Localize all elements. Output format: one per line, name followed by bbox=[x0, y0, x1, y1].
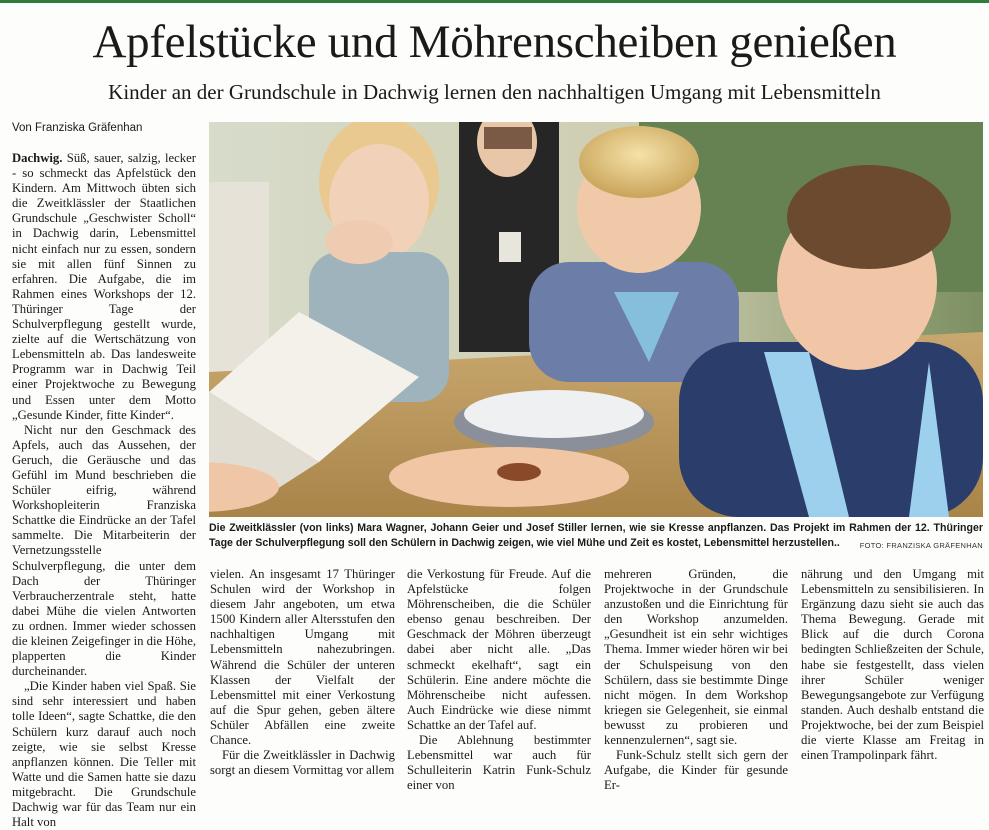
dateline: Dachwig. bbox=[12, 151, 63, 165]
article-photo bbox=[209, 122, 983, 517]
paragraph: „Die Kinder haben viel Spaß. Sie sind sehr interessiert und haben tolle Ideen“, sagte Schattke, die den Schülern kurz darauf auch noch zeigte, wie sie selbst Kresse anpflanzen können. Die Teller mit Watte und die Samen hatte sie dazu mitgebracht. Die Grundschule Dachwig war für das Team nur ein Halt von bbox=[12, 679, 196, 830]
top-rule bbox=[0, 0, 989, 3]
text-column-2 bbox=[210, 567, 395, 778]
paragraph: Für die Zweitklässler in Dachwig sorgt an diesem Vormittag vor allem bbox=[210, 748, 395, 778]
paragraph-text: Süß, sauer, salzig, lecker - so schmeckt das Apfelstück den Kindern. Am Mittwoch übten sich die Zweitklässler der Staatlichen Grundschule „Geschwister Scholl“ in Dachwig darin, Lebensmittel nicht einfach nur zu essen, sondern sie mit allen fünf Sinnen zu erfahren. Die Aufgabe, die im Rahmen eines Workshops der 12. Thüringer Tage der Schulverpflegung gestellt wurde, zielte auf die Wertschätzung von Lebensmitteln ab. Das landesweite Programm war in Dachwig Teil einer Projektwoche zu Bewegung und Essen unter dem Motto „Gesunde Kinder, fitte Kinder“. bbox=[12, 151, 196, 422]
paragraph: Funk-Schulz stellt sich gern der Aufgabe, die Kinder für gesunde Er- bbox=[604, 748, 788, 793]
paragraph: nährung und den Umgang mit Lebensmitteln zu sensibilisieren. In Ergänzung dazu sieht sie auch das Thema Bewegung. Gerade mit Blick auf die durch Corona bedingten Schließzeiten der Schule, habe sie festgestellt, dass vielen ihrer Schüler weniger Bewegungsangebote zur Verfügung standen. Auch deshalb entstand die Projektwoche, bei der zum Beispiel die vierte Klasse am Freitag in einen Trampolinpark fährt. bbox=[801, 567, 984, 763]
paragraph: vielen. An insgesamt 17 Thüringer Schulen wird der Workshop in diesem Jahr angeboten, um etwa 1500 Kindern aller Altersstufen den nachhaltigen Umgang mit Lebensmitteln nahezubringen. Während die Schüler der unteren Klassen der Vielfalt der Lebensmittel mit einer Verkostung auf die Spur gehen, geben ältere Schüler Abfällen eine zweite Chance. bbox=[210, 567, 395, 748]
byline: Von Franziska Gräfenhan bbox=[12, 122, 143, 134]
caption-text: Die Zweitklässler (von links) Mara Wagner, Johann Geier und Josef Stiller lernen, wie sie Kresse anpflanzen. Das Projekt im Rahmen der 12. Thüringer Tage der Schulverpflegung soll den Schülern in Dachwig zeigen, wie viel Mühe und Zeit es kostet, Lebensmittel herzustellen.. bbox=[209, 522, 983, 549]
text-column-1 bbox=[12, 151, 196, 830]
paragraph: die Verkostung für Freude. Auf die Apfelstücke folgen Möhrenscheiben, die die Schüler ebenso genau beschreiben. Der Geschmack der Möhren überzeugt dabei aber nicht alle. „Das schmeckt ekelhaft“, sagt ein Schülerin. Eine andere möchte die Möhrenscheibe nicht aufessen. Auch Eindrücke wie diese nimmt Schattke an der Tafel auf. bbox=[407, 567, 591, 732]
article-headline: Apfelstücke und Möhrenscheiben genießen bbox=[92, 16, 897, 68]
text-column-3 bbox=[407, 567, 591, 793]
photo-caption bbox=[209, 521, 983, 553]
paragraph bbox=[12, 151, 196, 423]
paragraph: Die Ablehnung bestimmter Lebensmittel war auch für Schulleiterin Katrin Funk-Schulz einer von bbox=[407, 733, 591, 793]
photo-credit: FOTO: FRANZISKA GRÄFENHAN bbox=[859, 541, 983, 550]
text-column-5 bbox=[801, 567, 984, 763]
article-subheadline: Kinder an der Grundschule in Dachwig lernen den nachhaltigen Umgang mit Lebensmitteln bbox=[108, 80, 881, 104]
text-column-4 bbox=[604, 567, 788, 793]
paragraph: Nicht nur den Geschmack des Apfels, auch das Aussehen, der Geruch, die Geräusche und das Gefühl im Mund beschrieben die Schüler eifrig, während Workshopleiterin Franziska Schattke die Eindrücke an der Tafel sammelte. Die Mitarbeiterin der Vernetzungsstelle Schulverpflegung, die unter dem Dach der Thüringer Verbraucherzentrale steht, hatte dabei Mühe die vielen Antworten zu ordnen. Immer wieder schossen die kleinen Zeigefinger in die Höhe, plapperten die Kinder durcheinander. bbox=[12, 422, 196, 679]
paragraph: mehreren Gründen, die Projektwoche in der Grundschule anzustoßen und die Einrichtung für den Workshop anzumelden. „Gesundheit ist ein sehr wichtiges Thema. Immer wieder hören wir bei der Schulspeisung von den Schülern, dass sie bestimmte Dinge nicht mögen. In dem Workshop kriegen sie Gelegenheit, sie einmal bewusst zu probieren und kennenzulernen“, sagt sie. bbox=[604, 567, 788, 748]
